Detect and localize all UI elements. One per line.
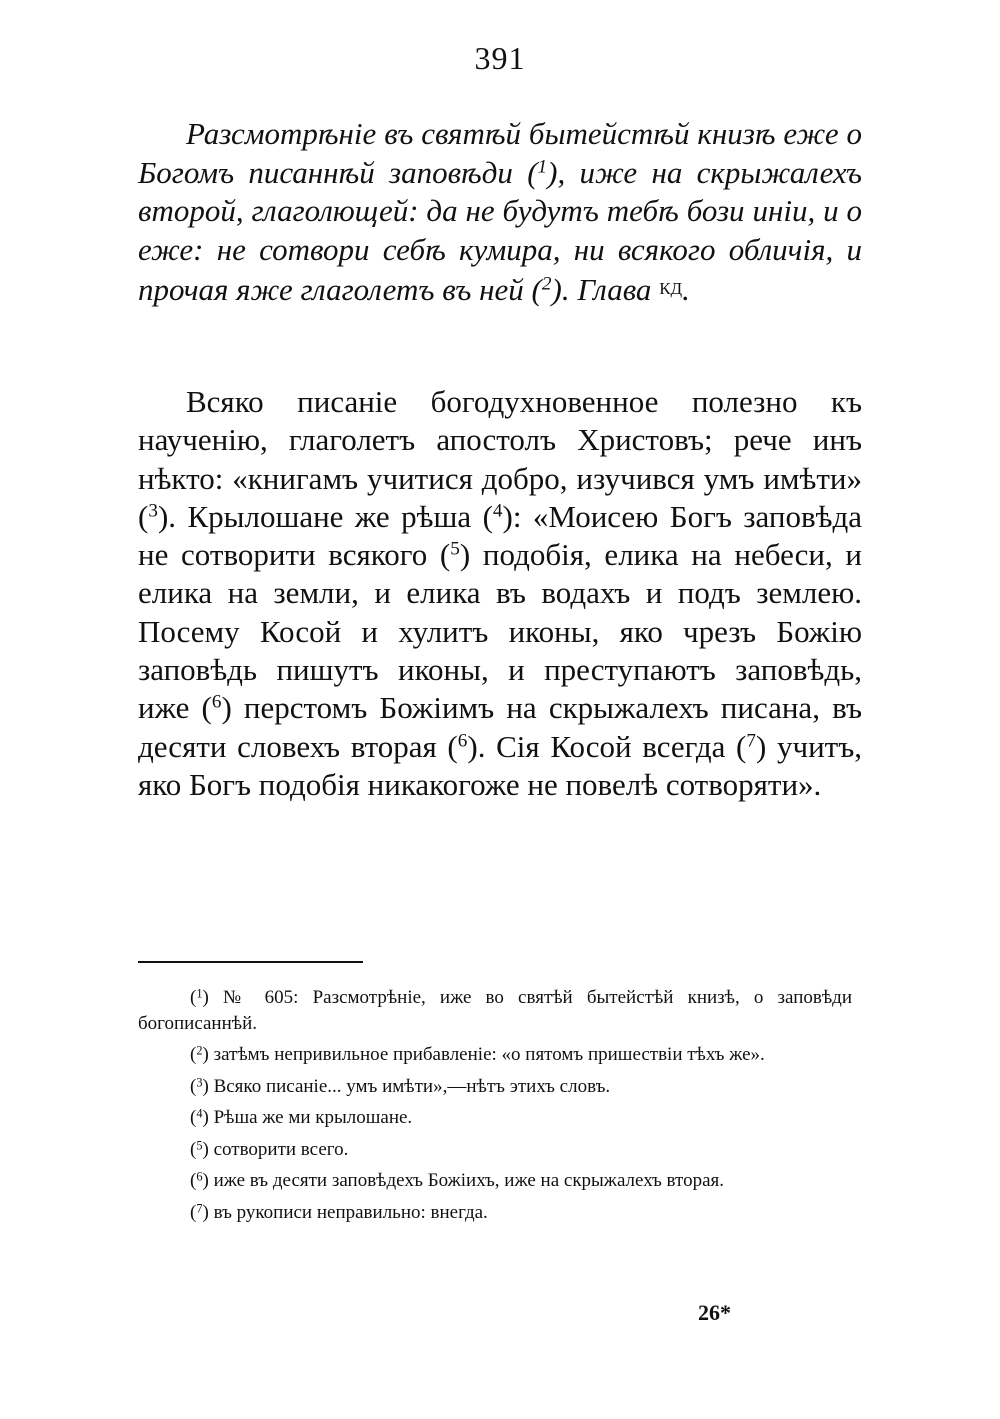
footnote-7: ($^7$) въ рукописи неправильно: внегда. bbox=[190, 1200, 488, 1223]
footnote-3: ($^3$) Всяко писаніе... умъ имѣти»,—нѣтъ этихъ словъ. bbox=[190, 1074, 611, 1097]
page-number: 391 bbox=[474, 40, 526, 76]
footnote-ref-6a: ($^6$) bbox=[201, 690, 232, 726]
footnote-5: ($^5$) сотворити всего. bbox=[190, 1137, 349, 1160]
footnote-ref-1: ($^1$) bbox=[527, 154, 558, 190]
footnotes bbox=[138, 985, 852, 1231]
heading-text: Разсмотрѣніе въ святѣй бытейстѣй книзѣ еже о Богомъ писаннѣй заповѣди bbox=[138, 116, 862, 190]
footnote-ref-6b: ($^6$) bbox=[447, 728, 478, 764]
footnote-ref-7: ($^7$) bbox=[736, 728, 767, 764]
main-paragraph: Всяко писаніе богодухновенное полезно къ наученію, глаголетъ апостолъ Христовъ; рече инъ нѣкто: «книгамъ учитися добро, изучився умъ имѣти» ($^3$). Крылошане же рѣша ($^4$): «Моисею Богъ заповѣда не сотворити всякого ($^5$) подобія, елика на небеси, и елика на земли, и елика въ водахъ и подъ землею. Посему Косой и хулитъ иконы, яко чрезъ Божію заповѣдь пишутъ иконы, и преступаютъ заповѣдь, иже ($^6$) перстомъ Божіимъ на скрыжалехъ писана, въ десяти словехъ вторая ($^6$). Сія Косой всегда ($^7$) учитъ, яко Богъ подобія никакогоже не повелѣ сотворяти». bbox=[138, 384, 863, 802]
footnote-ref-3: ($^3$) bbox=[138, 498, 169, 534]
heading-text-2: , иже на скрыжалехъ второй, глаголющей: да не будутъ тебѣ бози иніи, и о еже: не сотвори себѣ кумира, ни всякого обличія, и прочая яже глаголетъ въ ней bbox=[138, 154, 863, 307]
footnote-ref-5: ($^5$) bbox=[439, 537, 471, 573]
footnote-6: ($^6$) иже въ десяти заповѣдехъ Божіихъ, иже на скрыжалехъ вторая. bbox=[190, 1169, 725, 1191]
chapter-heading: Разсмотрѣніе въ святѣй бытейстѣй книзѣ еже о Богомъ писаннѣй заповѣди ($^1$), иже на скрыжалехъ второй, глаголющей: да не будутъ тебѣ бози иніи, и о еже: не сотвори себѣ кумира, ни всякого обличія, и прочая яже глаголетъ въ ней ($^2$). Глава КД. bbox=[138, 116, 863, 307]
footnote-ref-2: ($^2$) bbox=[531, 271, 562, 307]
footnote-ref-4: ($^4$) bbox=[482, 498, 513, 534]
footnote-1: ($^1$) № 605: Разсмотрѣніе, иже во святѣй бытейстѣй книзѣ, о заповѣди богописаннѣй. bbox=[138, 986, 853, 1034]
footnote-separator bbox=[138, 961, 363, 963]
chapter-number: КД bbox=[659, 278, 683, 298]
chapter-label: Глава bbox=[577, 271, 652, 307]
footnote-4: ($^4$) Рѣша же ми крылошане. bbox=[190, 1106, 413, 1128]
footnote-2: ($^2$) затѣмъ непривильное прибавленіе: «о пятомъ пришествіи тѣхъ же». bbox=[190, 1043, 765, 1065]
signature-mark: 26* bbox=[698, 1300, 731, 1325]
